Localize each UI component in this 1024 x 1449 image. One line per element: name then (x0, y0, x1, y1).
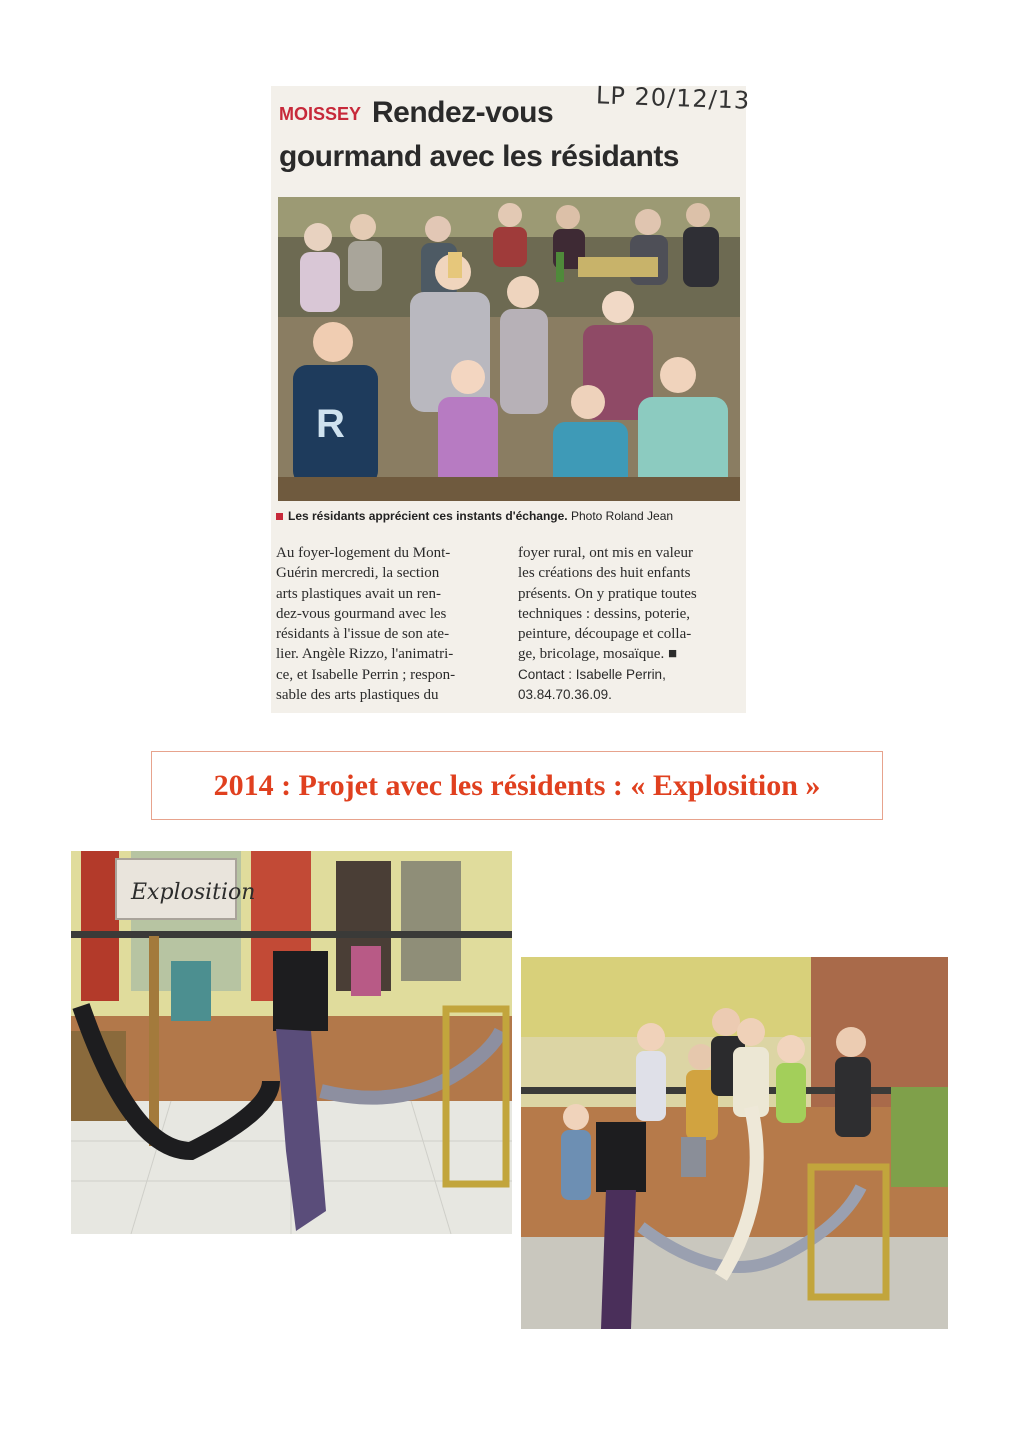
article-line: lier. Angèle Rizzo, l'animatri- (276, 646, 454, 663)
svg-text:R: R (316, 402, 345, 446)
section-title: 2014 : Projet avec les résidents : « Explosition » (213, 768, 821, 802)
article-line: ge, bricolage, mosaïque. ■ (518, 646, 678, 663)
contact-phone: 03.84.70.36.09. (518, 687, 612, 703)
article-line: les créations des huit enfants (518, 565, 691, 582)
article-line: foyer rural, ont mis en valeur (518, 545, 693, 561)
article-line: Au foyer-logement du Mont- (276, 545, 451, 561)
section-title-box (151, 751, 883, 820)
article-line: techniques : dessins, poterie, (518, 605, 691, 622)
caption-text: Les résidants apprécient ces instants d'échange. (288, 509, 568, 523)
article-headline-line2: gourmand avec les résidants (279, 140, 679, 173)
exhibition-photo-2 (521, 957, 948, 1329)
article-line: Guérin mercredi, la section (276, 565, 440, 582)
contact-label: Contact : Isabelle Perrin, (518, 666, 666, 682)
caption-bullet-icon (276, 513, 283, 520)
article-line: dez-vous gourmand avec les (276, 605, 447, 622)
handwritten-date-note: LP 20/12/13 (595, 81, 751, 115)
article-column-1 (276, 543, 504, 705)
exhibition-photo-1 (71, 851, 512, 1234)
article-line: peinture, découpage et colla- (518, 626, 692, 643)
article-kicker: MOISSEY (279, 104, 362, 124)
article-headline-line1: Rendez-vous (372, 96, 554, 129)
article-line: ce, et Isabelle Perrin ; respon- (276, 666, 456, 683)
article-line: résidants à l'issue de son ate- (276, 626, 450, 643)
article-column-2 (518, 543, 746, 705)
article-line: sable des arts plastiques du (276, 687, 439, 704)
photo-caption (276, 509, 673, 523)
article-line: arts plastiques avait un ren- (276, 585, 441, 602)
article-line: présents. On y pratique toutes (518, 585, 697, 602)
explosition-sign-text: Explosition (131, 880, 256, 905)
caption-credit: Photo Roland Jean (570, 509, 674, 523)
article-photo (278, 197, 740, 501)
